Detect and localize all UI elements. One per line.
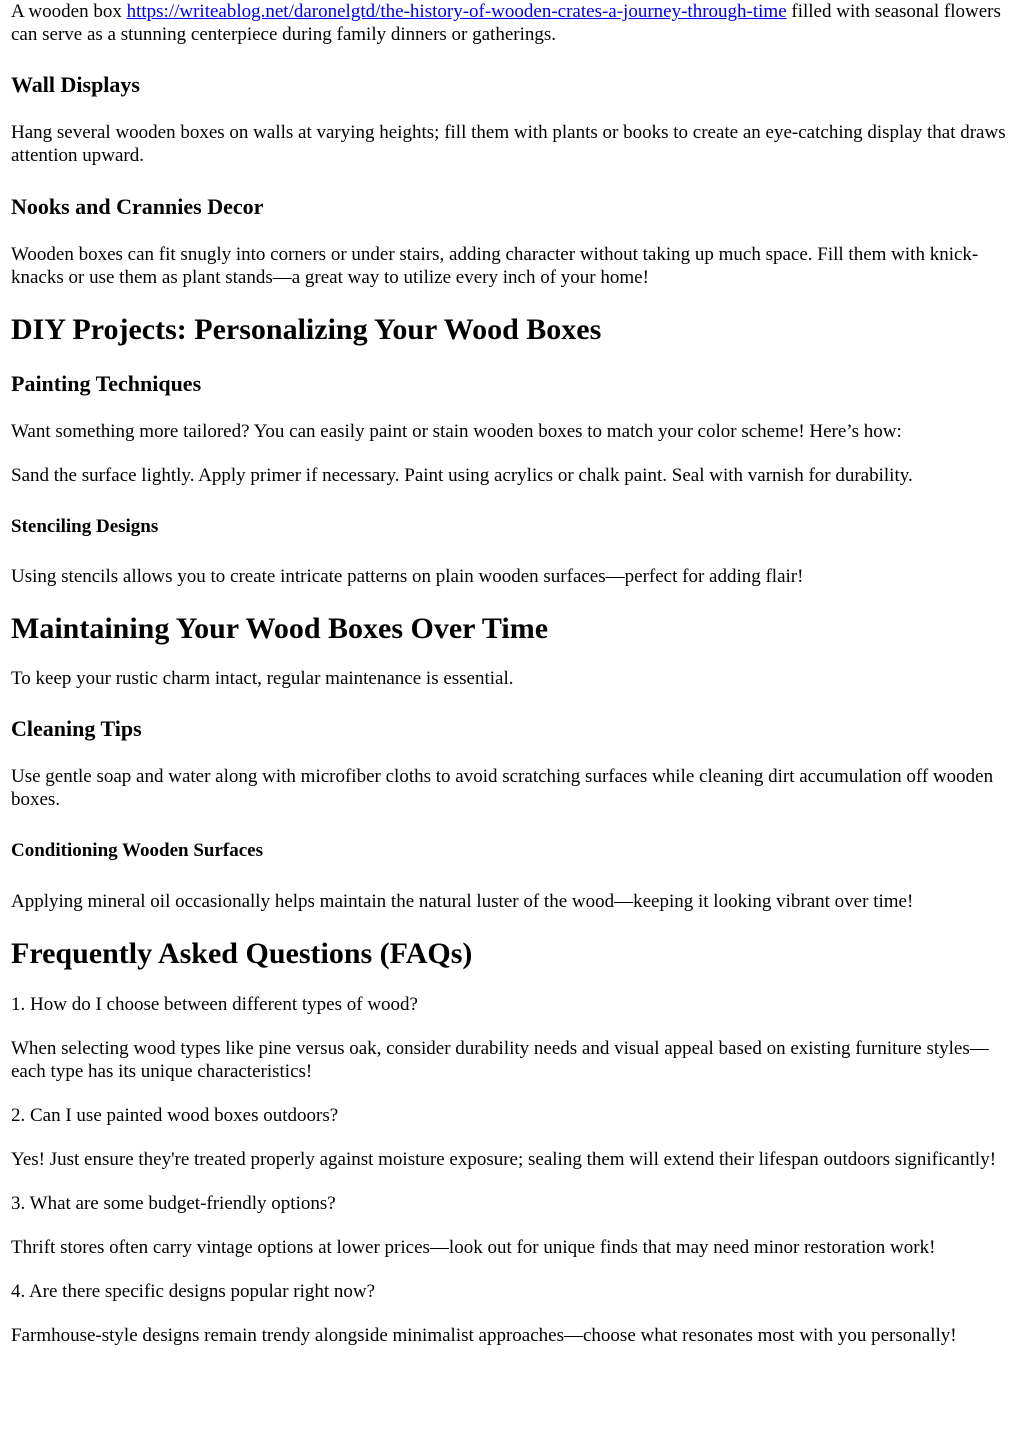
cleaning-paragraph: Use gentle soap and water along with microfiber cloths to avoid scratching surfaces while cleaning dirt accumulation off wooden boxes. — [11, 766, 994, 810]
faq-question: 1. How do I choose between different types of wood? — [11, 994, 418, 1015]
faq-answer: Farmhouse-style designs remain trendy alongside minimalist approaches—choose what resonates most with you personally! — [11, 1325, 957, 1346]
intro-paragraph — [11, 0, 1013, 46]
faq-question: 4. Are there specific designs popular right now? — [11, 1281, 376, 1302]
history-of-wooden-crates-link[interactable]: https://writeablog.net/daronelgtd/the-history-of-wooden-crates-a-journey-through-time — [126, 1, 787, 22]
maintaining-intro-paragraph: To keep your rustic charm intact, regular maintenance is essential. — [11, 668, 514, 689]
painting-heading: Painting Techniques — [11, 371, 202, 396]
cleaning-heading: Cleaning Tips — [11, 716, 142, 741]
nooks-heading: Nooks and Crannies Decor — [11, 194, 264, 219]
faq-answer: When selecting wood types like pine versus oak, consider durability needs and visual appeal based on existing furniture styles—each type has its unique characteristics! — [11, 1038, 989, 1082]
faq-question: 3. What are some budget-friendly options? — [11, 1193, 336, 1214]
intro-text-after: filled with seasonal flowers can serve as a stunning centerpiece during family dinners or gatherings. — [11, 1, 1001, 45]
stenciling-paragraph: Using stencils allows you to create intricate patterns on plain wooden surfaces—perfect for adding flair! — [11, 566, 804, 587]
conditioning-paragraph: Applying mineral oil occasionally helps maintain the natural luster of the wood—keeping it looking vibrant over time! — [11, 891, 914, 912]
faq-answer: Thrift stores often carry vintage options at lower prices—look out for unique finds that may need minor restoration work! — [11, 1237, 936, 1258]
faq-question: 2. Can I use painted wood boxes outdoors? — [11, 1105, 339, 1126]
wall-displays-paragraph: Hang several wooden boxes on walls at varying heights; fill them with plants or books to create an eye-catching display that draws attention upward. — [11, 122, 1006, 166]
faq-heading: Frequently Asked Questions (FAQs) — [11, 937, 473, 970]
nooks-paragraph: Wooden boxes can fit snugly into corners or under stairs, adding character without taking up much space. Fill them with knick-knacks or use them as plant stands—a great way to utilize every inch of your home! — [11, 244, 979, 288]
painting-steps-paragraph: Sand the surface lightly. Apply primer if necessary. Paint using acrylics or chalk paint. Seal with varnish for durability. — [11, 465, 913, 486]
diy-heading: DIY Projects: Personalizing Your Wood Boxes — [11, 313, 602, 346]
stenciling-heading: Stenciling Designs — [11, 516, 159, 537]
conditioning-heading: Conditioning Wooden Surfaces — [11, 840, 263, 861]
maintaining-heading: Maintaining Your Wood Boxes Over Time — [11, 612, 549, 645]
intro-text-before: A wooden box — [11, 1, 127, 22]
wall-displays-heading: Wall Displays — [11, 72, 140, 97]
painting-paragraph: Want something more tailored? You can easily paint or stain wooden boxes to match your color scheme! Here’s how: — [11, 421, 902, 442]
faq-answer: Yes! Just ensure they're treated properly against moisture exposure; sealing them will extend their lifespan outdoors significantly! — [11, 1149, 997, 1170]
